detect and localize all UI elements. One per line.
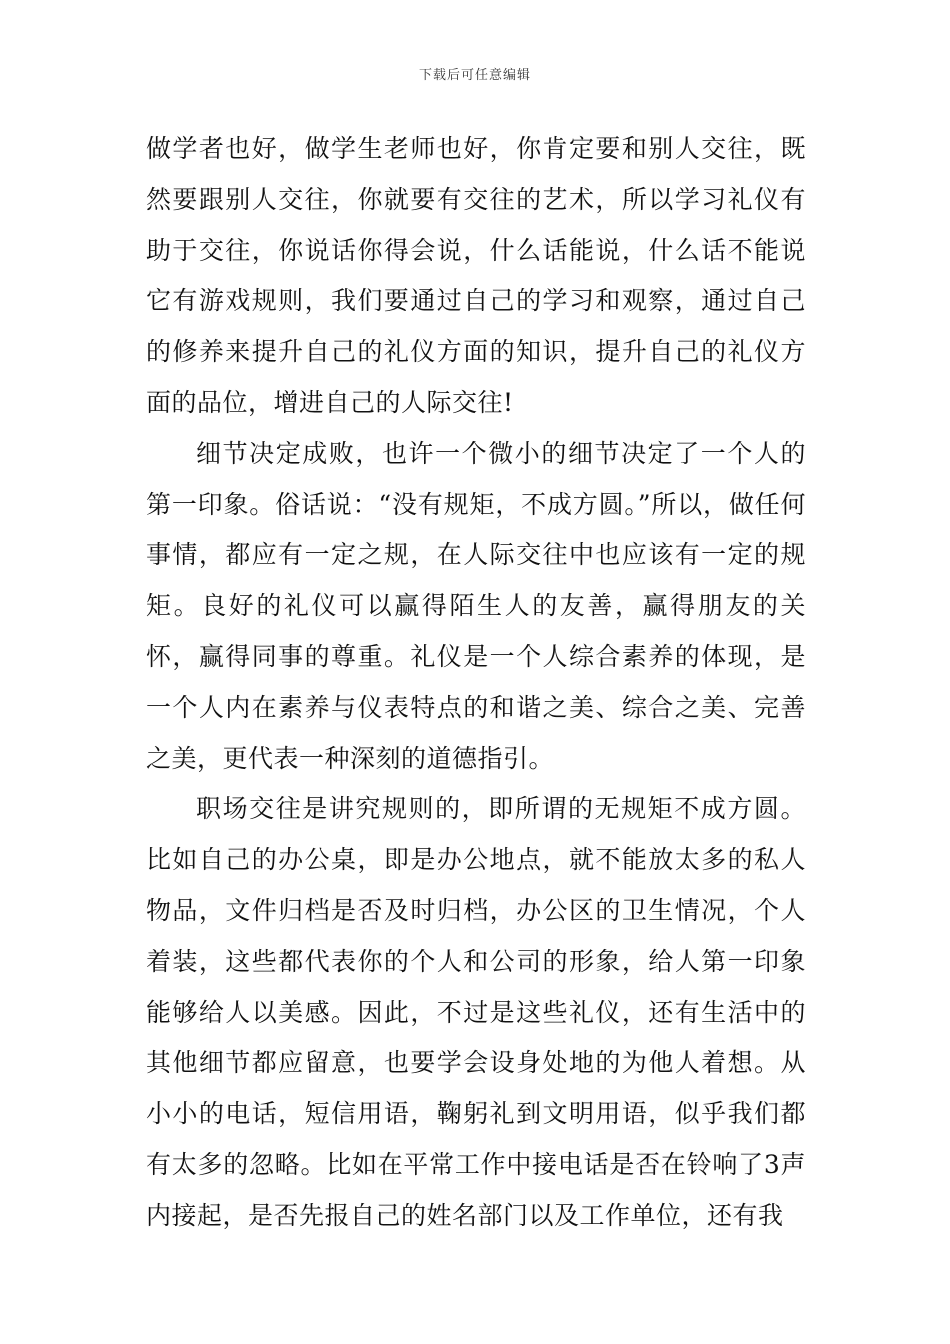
- document-body: [146, 124, 806, 1242]
- page-header: 下载后可任意编辑: [418, 68, 531, 83]
- paragraph-continuation: 做学者也好，做学生老师也好，你肯定要和别人交往，既然要跟别人交往，你就要有交往的艺术，所以学习礼仪有助于交往，你说话你得会说，什么话能说，什么话不能说它有游戏规则，我们要通过自己的学习和观察，通过自己的修养来提升自己的礼仪方面的知识，提升自己的礼仪方面的品位，增进自己的人际交往!: [146, 134, 806, 417]
- paragraph-details: 细节决定成败，也许一个微小的细节决定了一个人的第一印象。俗话说：“没有规矩，不成方圆。”所以，做任何事情，都应有一定之规，在人际交往中也应该有一定的规矩。良好的礼仪可以赢得陌生人的友善，赢得朋友的关怀，赢得同事的尊重。礼仪是一个人综合素养的体现，是一个人内在素养与仪表特点的和谐之美、综合之美、完善之美，更代表一种深刻的道德指引。: [146, 438, 806, 773]
- paragraph-workplace: 职场交往是讲究规则的，即所谓的无规矩不成方圆。比如自己的办公桌，即是办公地点，就不能放太多的私人物品，文件归档是否及时归档，办公区的卫生情况，个人着装，这些都代表你的个人和公司的形象，给人第一印象能够给人以美感。因此，不过是这些礼仪，还有生活中的其他细节都应留意，也要学会设身处地的为他人着想。从小小的电话，短信用语，鞠躬礼到文明用语，似乎我们都有太多的忽略。比如在平常工作中接电话是否在铃响了3声内接起，是否先报自己的姓名部门以及工作单位，还有我: [146, 794, 806, 1230]
